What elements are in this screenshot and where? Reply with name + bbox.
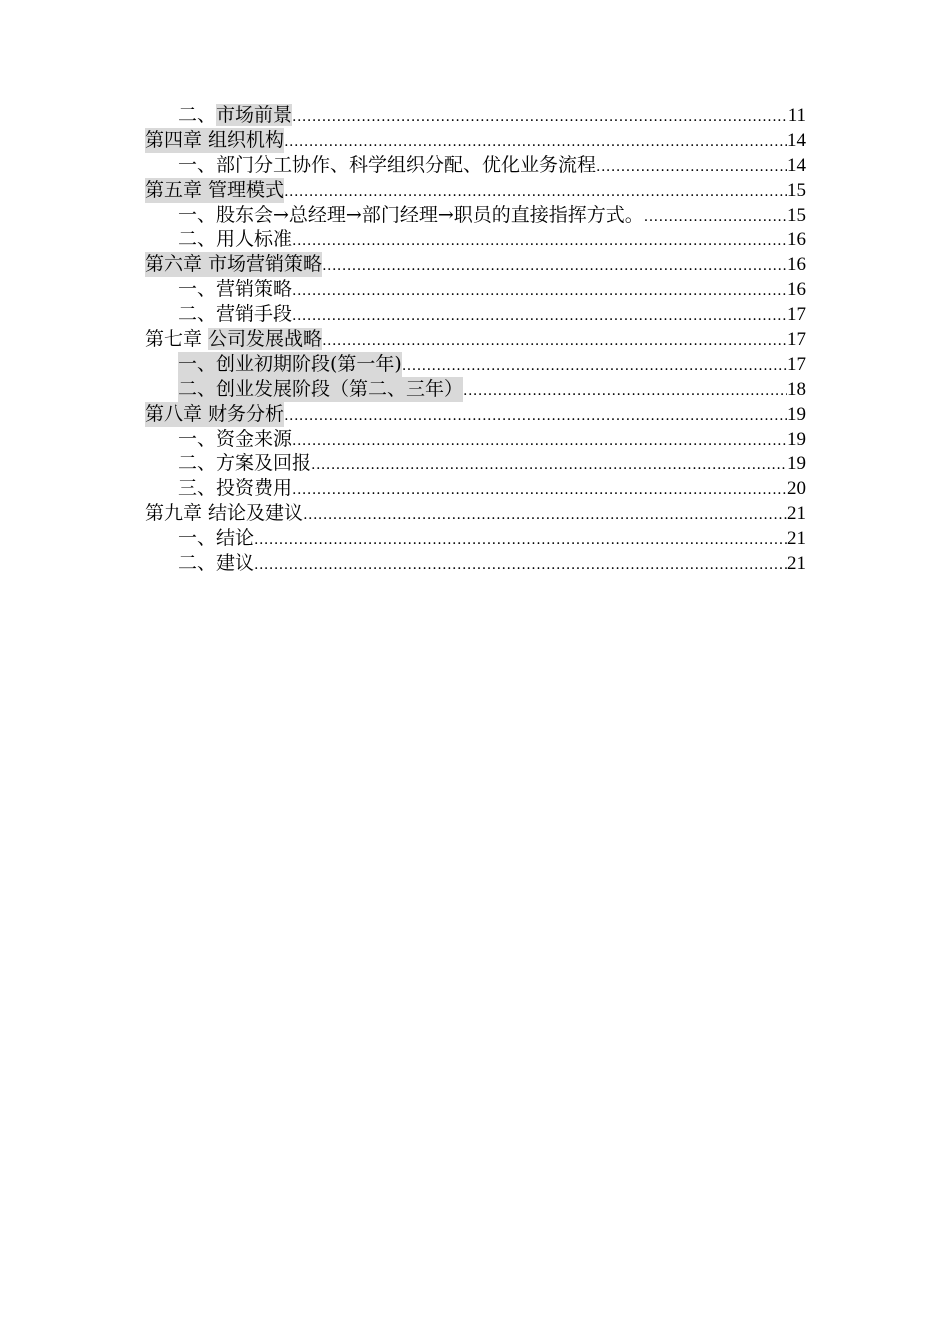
toc-entry-text: 营销手段 [216, 303, 293, 326]
toc-dot-leader [292, 304, 787, 329]
toc-page-number: 11 [787, 105, 806, 126]
toc-entry-title [178, 277, 292, 302]
toc-entry-prefix: 二、 [178, 377, 217, 400]
toc-entry-title [145, 501, 303, 526]
toc-page-number: 19 [787, 403, 806, 425]
toc-page-number: 16 [787, 254, 806, 276]
toc-dot-leader [254, 528, 787, 553]
toc-entry[interactable] [145, 277, 806, 302]
toc-dot-leader [292, 478, 787, 503]
toc-page-number: 15 [787, 204, 806, 226]
toc-dot-leader [284, 130, 787, 155]
toc-dot-leader [402, 354, 787, 379]
toc-entry[interactable] [145, 203, 806, 228]
toc-entry-title [178, 203, 644, 228]
toc-entry-title [178, 377, 463, 402]
toc-entry-title [178, 451, 311, 476]
toc-dot-leader [303, 503, 787, 528]
toc-dot-leader [284, 404, 787, 429]
toc-dot-leader [644, 205, 787, 230]
toc-page-number: 19 [787, 428, 806, 450]
toc-dot-leader [292, 429, 787, 454]
toc-dot-leader [284, 180, 787, 205]
toc-entry[interactable] [145, 103, 806, 128]
toc-entry-prefix: 一、 [178, 203, 217, 226]
toc-entry-title [178, 153, 596, 178]
toc-entry-text: 市场前景 [216, 104, 293, 126]
toc-page-number: 17 [787, 353, 806, 375]
toc-entry-prefix: 第九章 [145, 502, 209, 525]
toc-dot-leader [311, 453, 787, 478]
toc-entry[interactable] [145, 476, 806, 501]
toc-page-number: 18 [787, 378, 806, 400]
toc-entry-text: 方案及回报 [216, 452, 312, 475]
toc-entry[interactable] [145, 128, 806, 153]
toc-dot-leader [292, 229, 787, 254]
toc-entry-prefix: 一、 [178, 527, 217, 550]
toc-dot-leader [322, 254, 787, 279]
toc-entry[interactable] [145, 178, 806, 203]
toc-page-number: 17 [787, 304, 806, 326]
toc-entry[interactable] [145, 327, 806, 352]
toc-entry-text: 结论 [216, 527, 255, 550]
toc-dot-leader [292, 105, 788, 130]
toc-entry-prefix: 二、 [178, 552, 217, 575]
toc-entry-text: 市场营销策略 [208, 253, 323, 276]
toc-entry-prefix: 一、 [178, 427, 217, 450]
toc-entry[interactable] [145, 252, 806, 277]
toc-page-number: 19 [787, 453, 806, 475]
toc-dot-leader [463, 379, 787, 404]
toc-entry[interactable] [145, 153, 806, 178]
toc-page-number: 16 [787, 279, 806, 301]
table-of-contents [145, 103, 806, 576]
toc-entry-prefix: 第六章 [145, 253, 209, 276]
toc-entry-title [178, 352, 402, 377]
toc-entry-prefix: 一、 [178, 278, 217, 301]
toc-entry-text: 建议 [216, 552, 255, 575]
toc-dot-leader [596, 155, 787, 180]
toc-dot-leader [254, 553, 787, 578]
toc-entry-title [178, 476, 292, 501]
toc-entry[interactable] [145, 427, 806, 452]
toc-entry-text: 管理模式 [208, 178, 285, 201]
toc-page-number: 21 [787, 528, 806, 550]
toc-entry[interactable] [145, 377, 806, 402]
toc-entry[interactable] [145, 302, 806, 327]
toc-entry-prefix: 二、 [178, 303, 217, 326]
toc-page-number: 14 [787, 154, 806, 176]
toc-entry-prefix: 第八章 [145, 402, 209, 425]
toc-entry-text: 投资费用 [216, 477, 293, 500]
toc-page-number: 21 [787, 503, 806, 525]
toc-entry-title [145, 252, 322, 277]
toc-entry[interactable] [145, 501, 806, 526]
toc-entry-title [178, 551, 254, 576]
toc-entry[interactable] [145, 352, 806, 377]
toc-page-number: 20 [787, 478, 806, 500]
toc-entry-title [178, 427, 292, 452]
toc-entry[interactable] [145, 551, 806, 576]
toc-dot-leader [322, 329, 787, 354]
toc-entry-prefix: 第五章 [145, 178, 209, 201]
toc-entry-text: 组织机构 [208, 128, 285, 151]
toc-entry-text: 用人标准 [216, 228, 293, 251]
toc-entry-title [178, 526, 254, 551]
toc-entry-title [145, 402, 284, 427]
toc-entry-text: 创业发展阶段（第二、三年） [216, 377, 464, 400]
toc-entry-prefix: 一、 [178, 352, 217, 375]
toc-dot-leader [292, 279, 787, 304]
toc-entry-prefix: 三、 [178, 477, 217, 500]
toc-entry-text: 创业初期阶段(第一年) [216, 352, 402, 375]
toc-entry-prefix: 二、 [178, 104, 217, 126]
toc-entry-text: 公司发展战略 [208, 328, 323, 351]
toc-entry-text: 营销策略 [216, 278, 293, 301]
toc-entry[interactable] [145, 526, 806, 551]
toc-entry-text: 结论及建议 [208, 502, 304, 525]
toc-entry[interactable] [145, 227, 806, 252]
toc-entry-prefix: 二、 [178, 228, 217, 251]
toc-page-number: 14 [787, 129, 806, 151]
toc-entry-text: 股东会→总经理→部门经理→职员的直接指挥方式。 [216, 203, 644, 226]
toc-entry-title [145, 128, 284, 153]
toc-entry-title [178, 103, 292, 128]
toc-page-number: 21 [787, 553, 806, 575]
toc-entry[interactable] [145, 402, 806, 427]
toc-entry-prefix: 第四章 [145, 128, 209, 151]
toc-entry-text: 部门分工协作、科学组织分配、优化业务流程 [216, 153, 597, 176]
toc-entry-title [178, 227, 292, 252]
toc-page-number: 17 [787, 329, 806, 351]
toc-entry-prefix: 二、 [178, 452, 217, 475]
toc-entry-title [145, 327, 322, 352]
toc-entry-title [145, 178, 284, 203]
toc-page-number: 15 [787, 179, 806, 201]
toc-entry-prefix: 一、 [178, 153, 217, 176]
toc-entry-text: 资金来源 [216, 427, 293, 450]
toc-entry-text: 财务分析 [208, 402, 285, 425]
toc-entry-title [178, 302, 292, 327]
toc-entry[interactable] [145, 451, 806, 476]
toc-entry-prefix: 第七章 [145, 328, 209, 351]
toc-page-number: 16 [787, 229, 806, 251]
